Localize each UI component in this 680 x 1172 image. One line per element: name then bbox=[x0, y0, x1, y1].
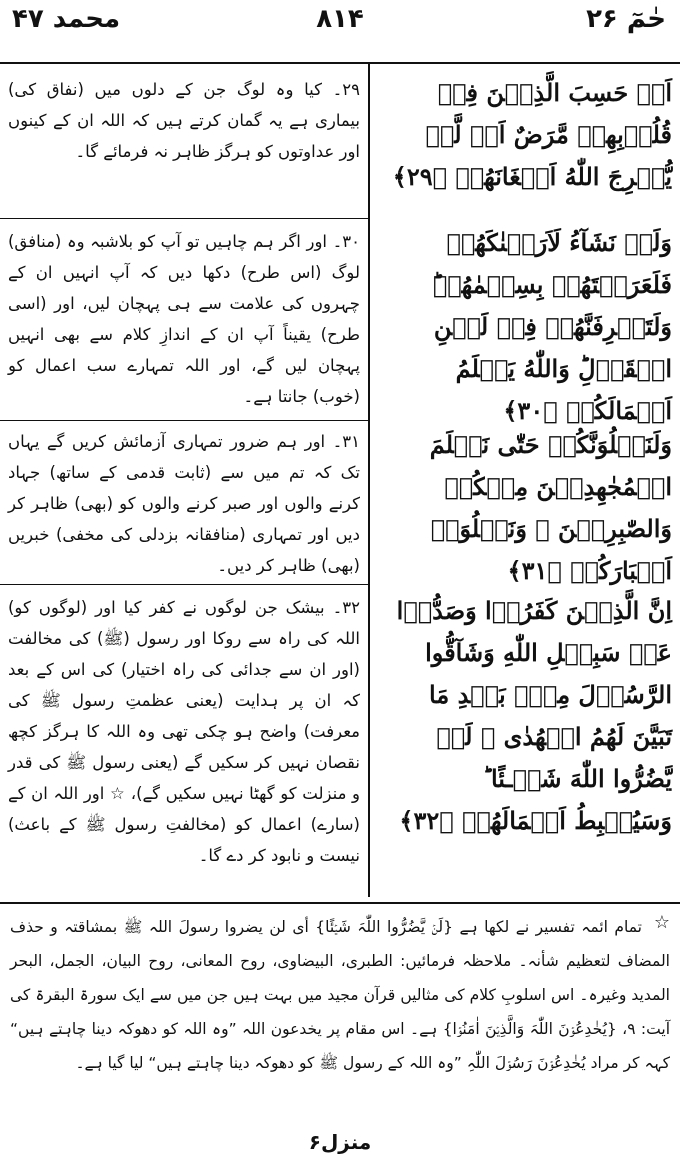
footnote-star-icon: ☆ bbox=[653, 912, 670, 933]
arabic-verse-29: اَمۡ حَسِبَ الَّذِيۡنَ فِىۡ قُلُوۡبِهِمۡ مَّرَضٌ اَنۡ لَّنۡ يُّخۡرِجَ اللّٰهُ اَضۡغَانَهُمۡ ﴿۲۹﴾ bbox=[392, 78, 672, 191]
header-rule bbox=[0, 62, 680, 64]
footnote-text: تمام ائمہ تفسیر نے لکھا ہے {لَنۡ یَّضُرُّوا اللّٰہَ شَیۡئًا} أی لن یضروا رسولَ اللہ ﷺ بمشاقتہ و حذف المضاف لتعظیم شأنہ۔ ملاحظہ فرمائیں: الطبری، البیضاوی، روح المعانی، روح البیان، الجمل، البحر المدید وغیرہ۔ اس اسلوبِ کلام کی مثالیں قرآن مجید میں بہت ہیں جن میں سے ایک سورۃ البقرۃ کی آیت: ۹، {یُخٰدِعُوۡنَ اللّٰہَ وَالَّذِیۡنَ اٰمَنُوۡا} ہے۔ اس مقام پر یخدعون اللہ ”وہ اللہ کو دھوکہ دینا چاہتے ہیں“ کہہ کر مراد یُخٰدِعُوۡنَ رَسُوۡلَ اللّٰہِ ”وہ اللہ کے رسول ﷺ کو دھوکہ دینا چاہتے ہیں“ لیا گیا ہے۔ bbox=[10, 918, 670, 1072]
header-juz-title: حٰمٓ ۲۶ bbox=[586, 4, 666, 34]
page-number: ۸۱۴ bbox=[316, 4, 364, 34]
arabic-verse-30: وَلَوۡ نَشَآءُ لَاَرَيۡنٰكَهُمۡ فَلَعَرَفۡتَهُمۡ بِسِيۡمٰهُمۡ‌ؕ وَلَتَعۡرِفَنَّهُمۡ فِىۡ لَحۡنِ الۡقَوۡلِ‌ؕ وَاللّٰهُ يَعۡلَمُ اَعۡمَالَكُمۡ ﴿۳۰﴾ bbox=[432, 228, 672, 425]
column-divider bbox=[368, 62, 370, 897]
urdu-translation-32: ۳۲۔ بیشک جن لوگوں نے کفر کیا اور (لوگوں کو) اللہ کی راہ سے روکا اور رسول (ﷺ) کی مخالفت (اور ان سے جدائی کی راہ اختیار) کی اس کے بعد کہ ان پر ہدایت (یعنی عظمتِ رسول ﷺ کی معرفت) واضح ہو چکی تھی وہ اللہ کا ہرگز کچھ نقصان نہیں کر سکیں گے (یعنی رسول ﷺ کی قدر و منزلت کو گھٹا نہیں سکیں گے)، ☆ اور اللہ ان کے (سارے) اعمال کو (مخالفتِ رسول ﷺ کے باعث) نیست و نابود کر دے گا۔ bbox=[8, 598, 360, 865]
urdu-translation-31: ۳۱۔ اور ہم ضرور تمہاری آزمائش کریں گے یہاں تک کہ تم میں سے (ثابت قدمی کے ساتھ) جہاد کرنے والوں اور صبر کرنے والوں کو (بھی) ظاہر کر دیں اور تمہاری (منافقانہ بزدلی کی مخفی) خبریں (بھی) ظاہر کر دیں۔ bbox=[8, 432, 360, 575]
footnote-rule bbox=[0, 902, 680, 904]
header-surah-title: محمد ۴۷ bbox=[12, 4, 121, 34]
arabic-verse-31: وَلَنَبۡلُوَنَّكُمۡ حَتّٰى نَعۡلَمَ الۡمُجٰهِدِيۡنَ مِنۡكُمۡ وَالصّٰبِرِيۡنَ ۙ وَنَبۡلُوَا۟ اَخۡبَارَكُمۡ ﴿۳۱﴾ bbox=[429, 430, 672, 585]
manzil-footer: منزل۶ bbox=[308, 1130, 372, 1154]
arabic-verse-32: اِنَّ الَّذِيۡنَ كَفَرُوۡا وَصَدُّوۡا عَنۡ سَبِيۡلِ اللّٰهِ وَشَآقُّوا الرَّسُوۡلَ مِنۡۢ بَعۡدِ مَا تَبَيَّنَ لَهُمُ الۡهُدٰى ۙ لَنۡ يَّضُرُّوا اللّٰهَ شَيۡـئًا ‌ؕ وَسَيُحۡبِطُ اَعۡمَالَهُمۡ ﴿۳۲﴾ bbox=[396, 596, 672, 835]
verse-separator bbox=[0, 218, 368, 219]
verse-separator bbox=[0, 584, 368, 585]
urdu-translation-30: ۳۰۔ اور اگر ہم چاہیں تو آپ کو بلاشبہ وہ (منافق) لوگ (اس طرح) دکھا دیں کہ آپ انہیں ان کے چہروں کی علامت سے ہی پہچان لیں، اور (اسی طرح) یقیناً آپ ان کے اندازِ کلام سے بھی انہیں پہچان لیں گے، اور اللہ تمہارے سب اعمال کو (خوب) جانتا ہے۔ bbox=[8, 232, 360, 406]
urdu-translation-29: ۲۹۔ کیا وہ لوگ جن کے دلوں میں (نفاق کی) بیماری ہے یہ گمان کرتے ہیں کہ اللہ ان کے کینوں اور عداوتوں کو ہرگز ظاہر نہ فرمائے گا۔ bbox=[8, 80, 360, 161]
verse-separator bbox=[0, 420, 368, 421]
